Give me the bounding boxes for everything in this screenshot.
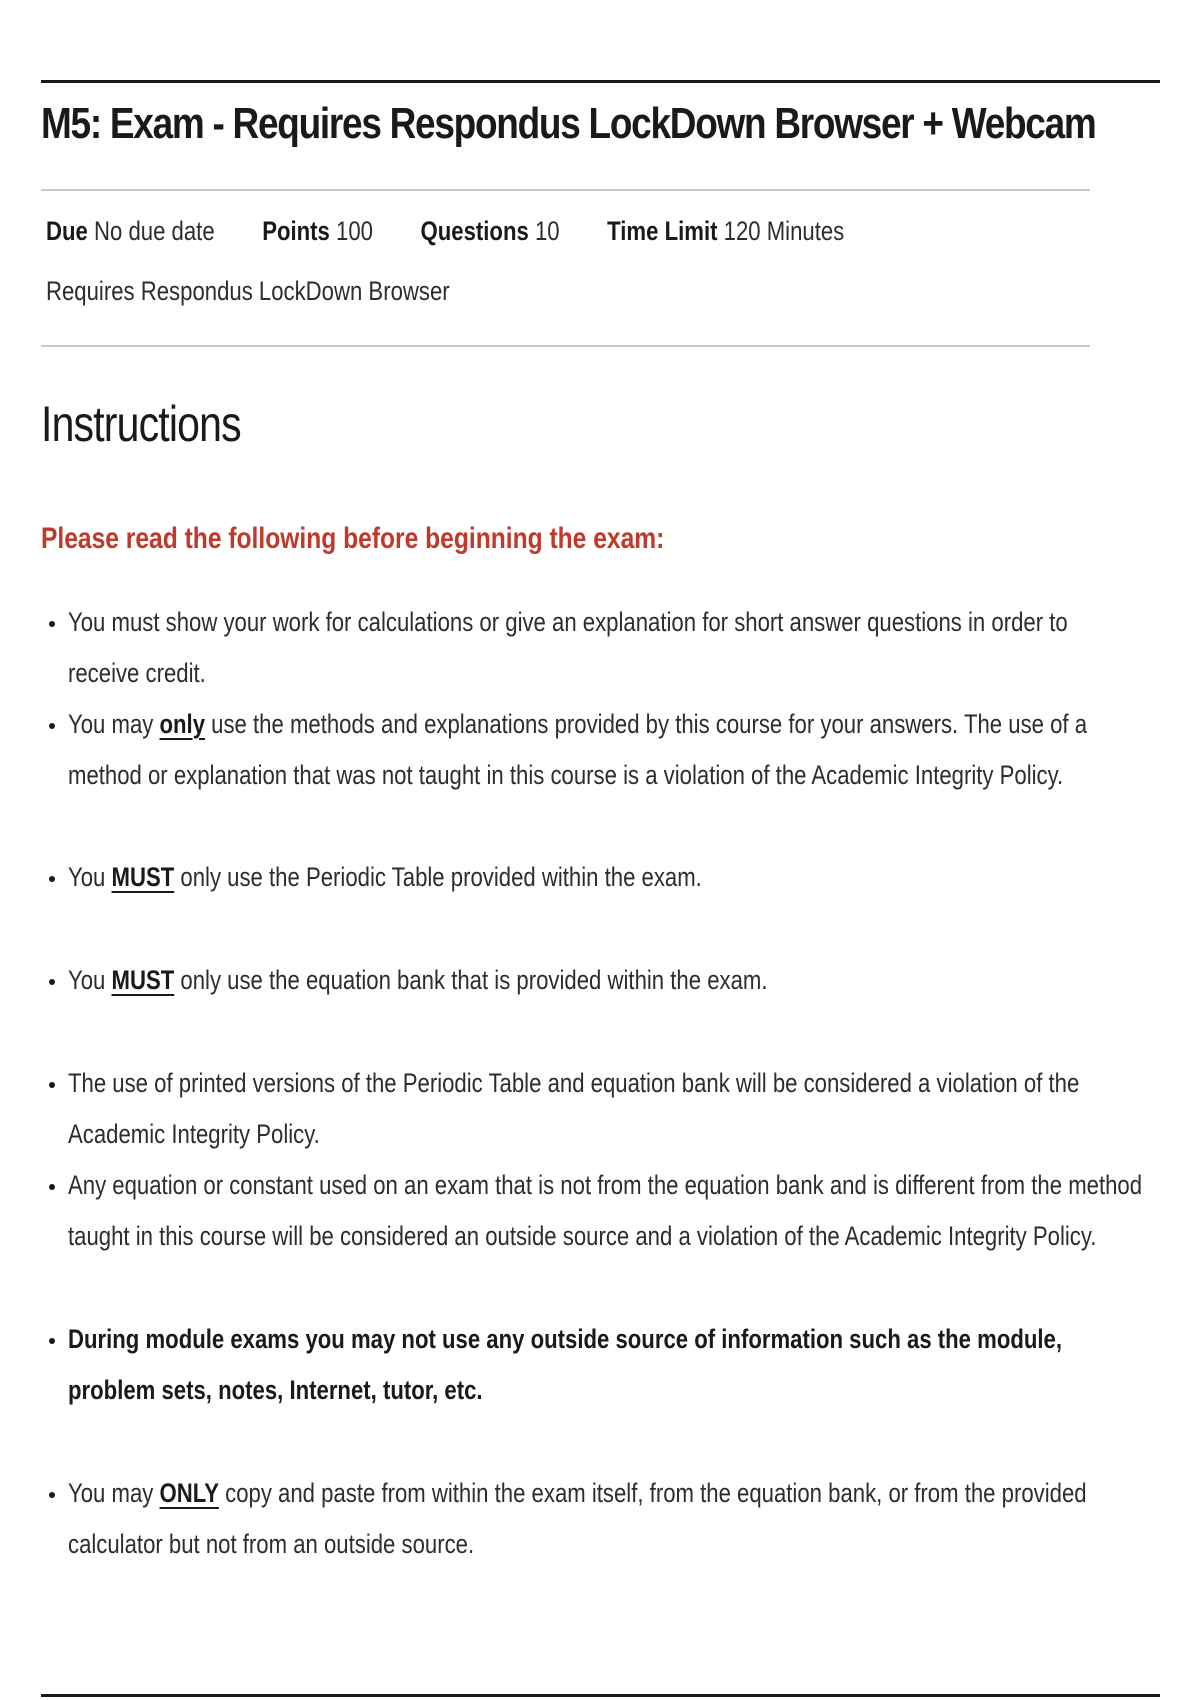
due-value: No due date [93, 216, 215, 246]
lockdown-requirement-note: Requires Respondus LockDown Browser [46, 276, 450, 306]
bottom-divider [41, 1694, 1160, 1697]
rule-text [68, 852, 1144, 903]
bullet-icon [49, 979, 55, 985]
points-label: Points [262, 216, 330, 246]
pre-exam-warning: Please read the following before beginning the exam: [41, 522, 665, 555]
rule-text: The use of printed versions of the Periodic Table and equation bank will be considered a violation of the Academic Integrity Policy. [68, 1068, 1080, 1149]
rule-text-before: You [68, 965, 112, 995]
rule-emphasis: MUST [111, 965, 175, 995]
quiz-details-row [46, 215, 892, 247]
due-label: Due [46, 216, 88, 246]
instructions-heading: Instructions [41, 396, 241, 452]
rule-text: Any equation or constant used on an exam that is not from the equation bank and is different from the method taught in this course will be considered an outside source and a violation of the Academic Integrity Policy. [68, 1170, 1143, 1251]
rule-text: During module exams you may not use any outside source of information such as the module, problem sets, notes, Internet, tutor, etc. [68, 1324, 1063, 1405]
quiz-details-box [41, 189, 1090, 347]
points-value: 100 [336, 216, 373, 246]
rule-emphasis: only [159, 709, 206, 739]
rule-text [68, 699, 1144, 801]
time-limit-label: Time Limit [607, 216, 718, 246]
rule-text [68, 1468, 1144, 1570]
due-detail [46, 215, 215, 247]
questions-value: 10 [534, 216, 560, 246]
rule-text-after: copy and paste from within the exam itself, from the equation bank, or from the provided calculator but not from an outside source. [68, 1478, 1087, 1559]
questions-detail [421, 215, 560, 247]
bullet-icon [49, 1338, 55, 1344]
rule-emphasis: ONLY [159, 1478, 219, 1508]
bullet-icon [49, 1492, 55, 1498]
questions-label: Questions [420, 216, 529, 246]
points-detail [262, 215, 373, 247]
rule-text-before: You [68, 862, 112, 892]
rule-text-before: You may [68, 1478, 160, 1508]
rule-text-after: use the methods and explanations provided by this course for your answers. The use of a method or explanation that was not taught in this course is a violation of the Academic Integrity Policy. [68, 709, 1088, 790]
bullet-icon [49, 723, 55, 729]
top-divider [41, 80, 1160, 83]
quiz-title: M5: Exam - Requires Respondus LockDown Browser + Webcam [41, 99, 1096, 148]
bullet-icon [49, 1184, 55, 1190]
rule-text: You must show your work for calculations or give an explanation for short answer questions in order to receive credit. [68, 607, 1068, 688]
rule-text-after: only use the Periodic Table provided within the exam. [174, 862, 702, 892]
bullet-icon [49, 1082, 55, 1088]
rule-emphasis: MUST [111, 862, 175, 892]
bullet-icon [49, 876, 55, 882]
time-limit-value: 120 Minutes [723, 216, 845, 246]
rule-text-before: You may [68, 709, 160, 739]
bullet-icon [49, 621, 55, 627]
time-limit-detail [607, 215, 844, 247]
rule-text-after: only use the equation bank that is provided within the exam. [174, 965, 768, 995]
rule-text [68, 955, 1144, 1006]
